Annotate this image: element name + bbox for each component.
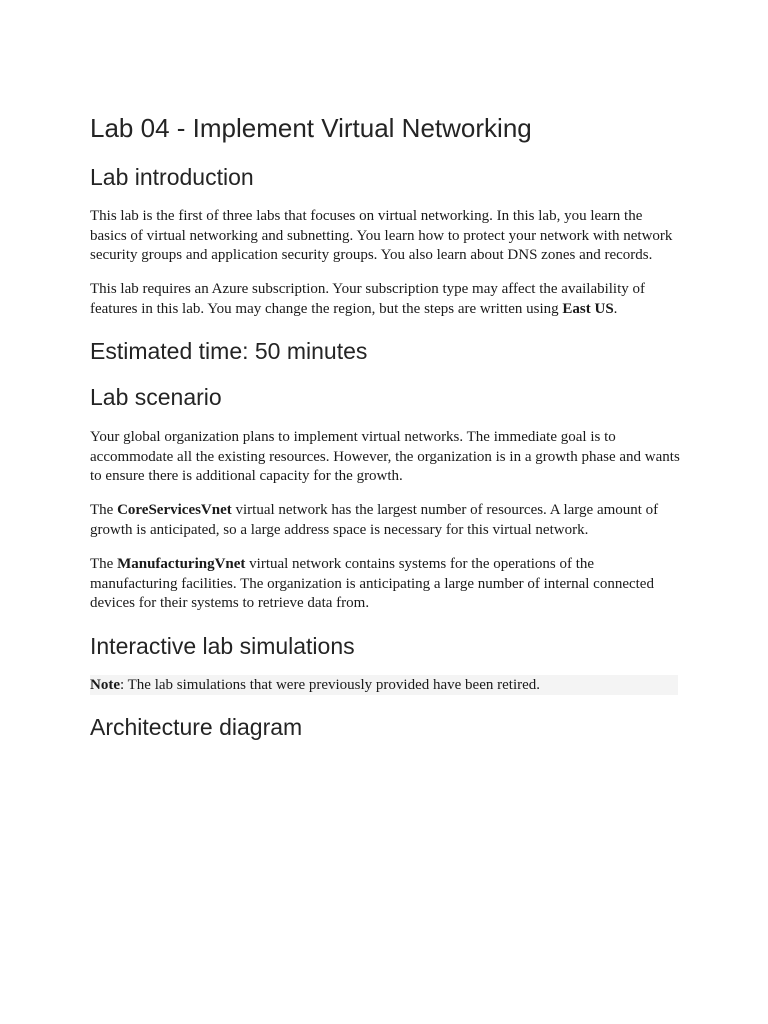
heading-lab-scenario: Lab scenario [90, 384, 222, 410]
core-services-vnet-name: CoreServicesVnet [117, 502, 232, 518]
heading-architecture-diagram: Architecture diagram [90, 714, 303, 740]
scenario-paragraph-3-start: The [90, 556, 118, 572]
region-name: East US [562, 300, 614, 317]
intro-paragraph-2-text: This lab requires an Azure subscription. Your subscription type may affect the availability of features in this lab. You may change the region, but the steps are written using [90, 281, 646, 317]
note-label: Note [90, 677, 120, 693]
heading-lab-introduction: Lab introduction [90, 164, 254, 190]
intro-paragraph-2 [90, 280, 680, 319]
note-text [90, 676, 540, 695]
heading-estimated-time: Estimated time: 50 minutes [90, 338, 368, 364]
note-callout [90, 675, 678, 695]
scenario-paragraph-3-text: virtual network contains systems for the operations of the manufacturing facilities. The organization is anticipating a large number of internal connected devices for their systems to retrieve data from. [90, 556, 654, 611]
scenario-paragraph-2-start: The [90, 502, 118, 518]
scenario-paragraph-2-text: virtual network has the largest number of resources. A large amount of growth is anticipated, so a large address space is necessary for this virtual network. [90, 502, 659, 538]
note-body: : The lab simulations that were previously provided have been retired. [120, 677, 541, 693]
page-title: Lab 04 - Implement Virtual Networking [90, 113, 532, 143]
scenario-paragraph-1: Your global organization plans to implement virtual networks. The immediate goal is to accommodate all the existing resources. However, the organization is in a growth phase and wants to ensure there is additional capacity for the growth. [90, 429, 680, 484]
scenario-paragraph-3 [90, 555, 680, 614]
manufacturing-vnet-name: ManufacturingVnet [117, 556, 246, 572]
intro-paragraph-2-end: . [613, 300, 618, 317]
scenario-paragraph-2 [90, 501, 680, 540]
intro-paragraph-1: This lab is the first of three labs that focuses on virtual networking. In this lab, you learn the basics of virtual networking and subnetting. You learn how to protect your network with network security groups and application security groups. You also learn about DNS zones and records. [90, 208, 673, 263]
heading-interactive-simulations: Interactive lab simulations [90, 633, 355, 659]
